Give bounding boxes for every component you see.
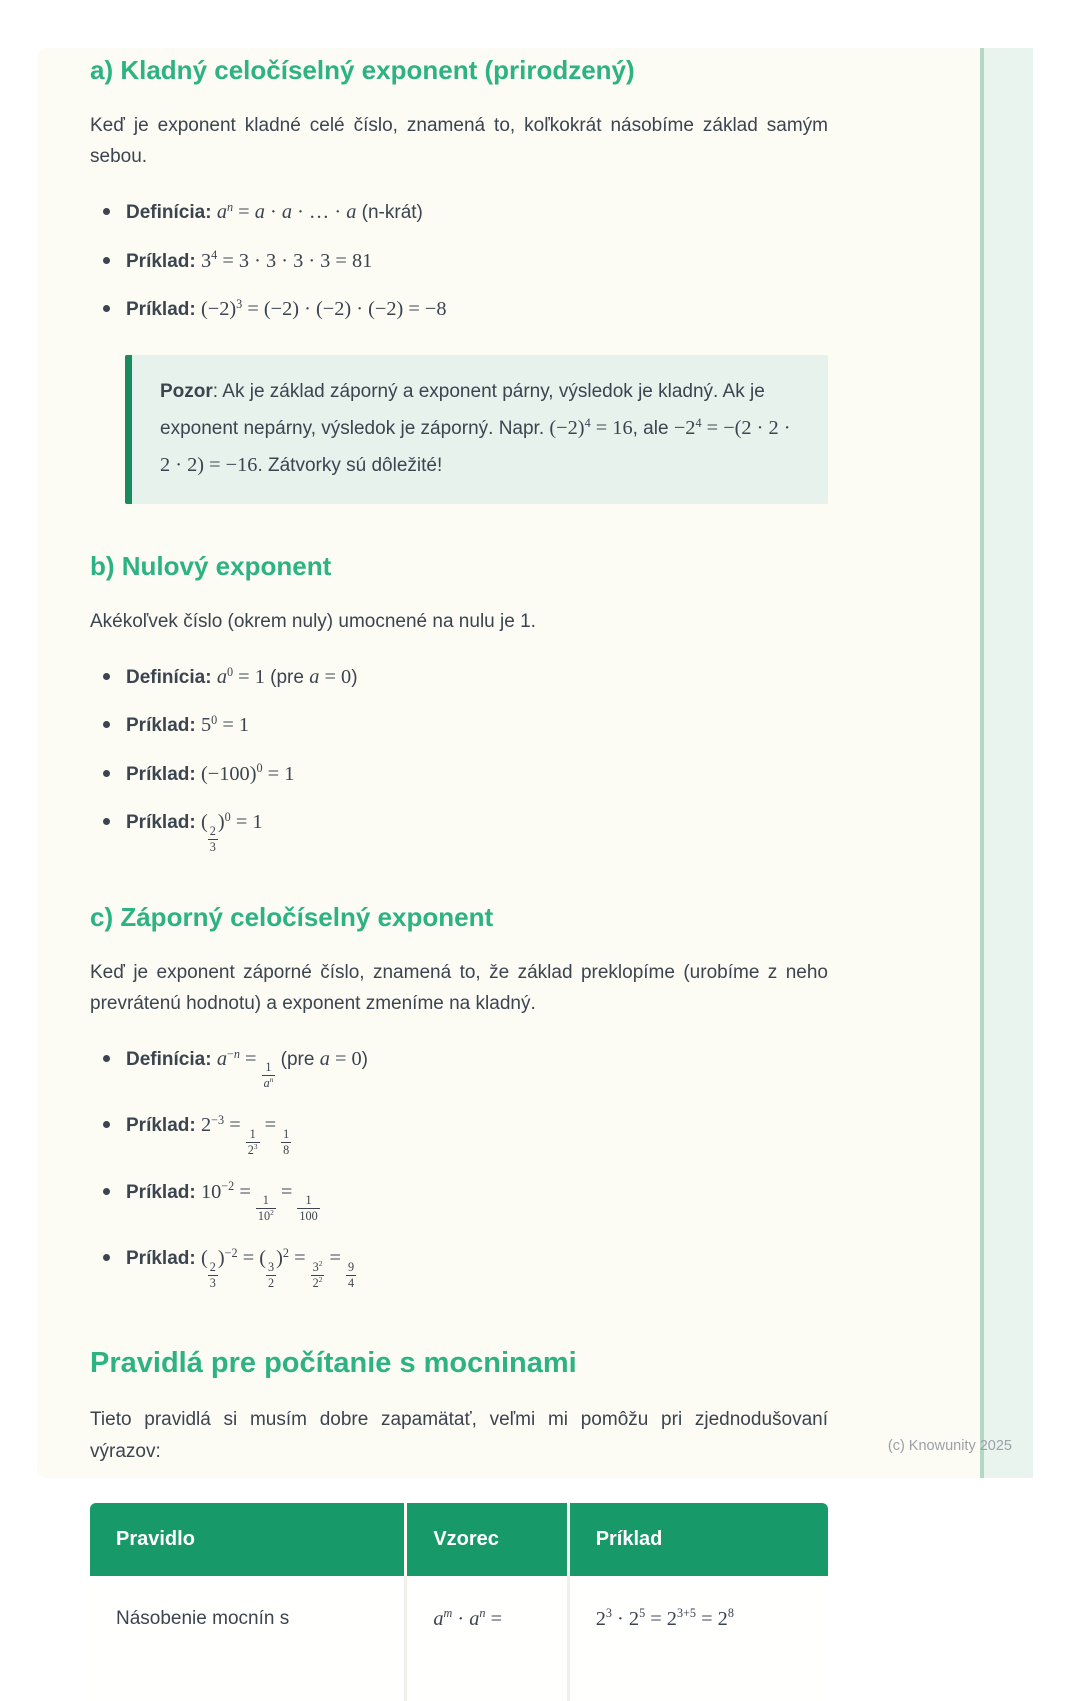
- section-c-intro: Keď je exponent záporné číslo, znamená to, že základ preklopíme (urobíme z neho prevrátenú hodnotu) a exponent zmeníme na kladný.: [90, 961, 828, 1014]
- list-item: [90, 1179, 828, 1224]
- section-c-heading: c) Záporný celočíselný exponent: [90, 901, 494, 932]
- section-a-intro: Keď je exponent kladné celé číslo, znamená to, koľkokrát násobíme základ samým sebou.: [90, 114, 828, 167]
- list-item-text: Príklad: $(-2)^3 = (-2) \cdot (-2) \cdot (-2) = -8$: [126, 296, 447, 320]
- page-margin-strip: [980, 48, 1033, 1478]
- bullet-icon: [103, 721, 110, 728]
- list-item: [90, 809, 828, 854]
- section-a-list: [90, 199, 828, 323]
- list-item: [90, 248, 828, 275]
- bullet-icon: [103, 1121, 110, 1128]
- list-item-text: Príklad: $2^{-3}$ = $\frac{1}{2^3}$ = $\frac{1}{8}$: [126, 1112, 290, 1157]
- bullet-icon: [103, 770, 110, 777]
- table-header-priklad: Príklad: [570, 1503, 828, 1576]
- list-item: [90, 1245, 828, 1290]
- section-c-list: [90, 1046, 828, 1291]
- bullet-icon: [103, 257, 110, 264]
- list-item-text: Príklad: $10^{-2}$ = $\frac{1}{10^2}$ = $\frac{1}{100}$: [126, 1179, 318, 1224]
- rules-heading: Pravidlá pre počítanie s mocninami: [90, 1346, 577, 1379]
- rules-table: [90, 1503, 828, 1701]
- list-item-text: Príklad: ( $\frac{2}{3}$ )$^{-2}$ = ( $\frac{3}{2}$ )$^2$ = $\frac{3^2}{2^2}$ = $\frac{9}{4}$: [126, 1245, 355, 1290]
- bullet-icon: [103, 1055, 110, 1062]
- bullet-icon: [103, 1254, 110, 1261]
- list-item: [90, 1046, 828, 1091]
- bullet-icon: [103, 208, 110, 215]
- table-cell-example: $2^3 \cdot 2^5 = 2^{3+5} = 2^8$: [570, 1576, 828, 1701]
- bullet-icon: [103, 305, 110, 312]
- section-b-intro: Akékoľvek číslo (okrem nuly) umocnené na nulu je 1.: [90, 610, 536, 632]
- list-item: [90, 199, 828, 226]
- bullet-icon: [103, 1188, 110, 1195]
- table-header-pravidlo: Pravidlo: [90, 1503, 407, 1576]
- document-page: [37, 48, 1033, 1630]
- list-item: [90, 296, 828, 323]
- warning-callout: [125, 355, 828, 504]
- table-cell-rule: Násobenie mocnín s: [90, 1576, 407, 1701]
- callout-text: Pozor: Ak je základ záporný a exponent párny, výsledok je kladný. Ak je exponent nepárny, výsledok je záporný. Napr. $(-2)^4 = 16$, ale $-2^4 = -(2 \cdot 2 \cdot 2 \cdot 2) = -16$. Zátvorky sú dôležité!: [160, 381, 791, 476]
- list-item-text: Definícia: $a^{-n}$ = $\frac{1}{a^n}$ (pre a = 0): [126, 1046, 368, 1091]
- table-header-vzorec: Vzorec: [407, 1503, 569, 1576]
- list-item-text: Príklad: $5^0 = 1$: [126, 713, 250, 737]
- section-b-list: [90, 664, 828, 855]
- section-a-heading: a) Kladný celočíselný exponent (prirodzený): [90, 55, 635, 85]
- page-content: [90, 48, 828, 1701]
- table-row: [90, 1576, 828, 1701]
- list-item: [90, 761, 828, 788]
- list-item: [90, 1112, 828, 1157]
- list-item-text: Definícia: $a^0 = 1$ (pre a = 0): [126, 664, 358, 688]
- list-item-text: Príklad: $(-100)^0 = 1$: [126, 761, 295, 785]
- table-cell-formula: $a^m \cdot a^n$ =: [407, 1576, 569, 1701]
- list-item-text: Príklad: ( $\frac{2}{3}$ )$^0$ = 1: [126, 809, 263, 854]
- bullet-icon: [103, 818, 110, 825]
- table-header-row: [90, 1503, 828, 1576]
- copyright-watermark: (c) Knowunity 2025: [887, 1438, 1012, 1454]
- list-item: [90, 664, 828, 691]
- list-item: [90, 712, 828, 739]
- bullet-icon: [103, 673, 110, 680]
- rules-intro: Tieto pravidlá si musím dobre zapamätať, veľmi mi pomôžu pri zjednodušovaní výrazov:: [90, 1409, 828, 1462]
- section-b-heading: b) Nulový exponent: [90, 550, 332, 581]
- list-item-text: Definícia: $a^n = a \cdot a$ · … · a (n-krát): [126, 199, 423, 224]
- list-item-text: Príklad: $3^4 = 3 \cdot 3 \cdot 3 \cdot 3 = 81$: [126, 248, 373, 272]
